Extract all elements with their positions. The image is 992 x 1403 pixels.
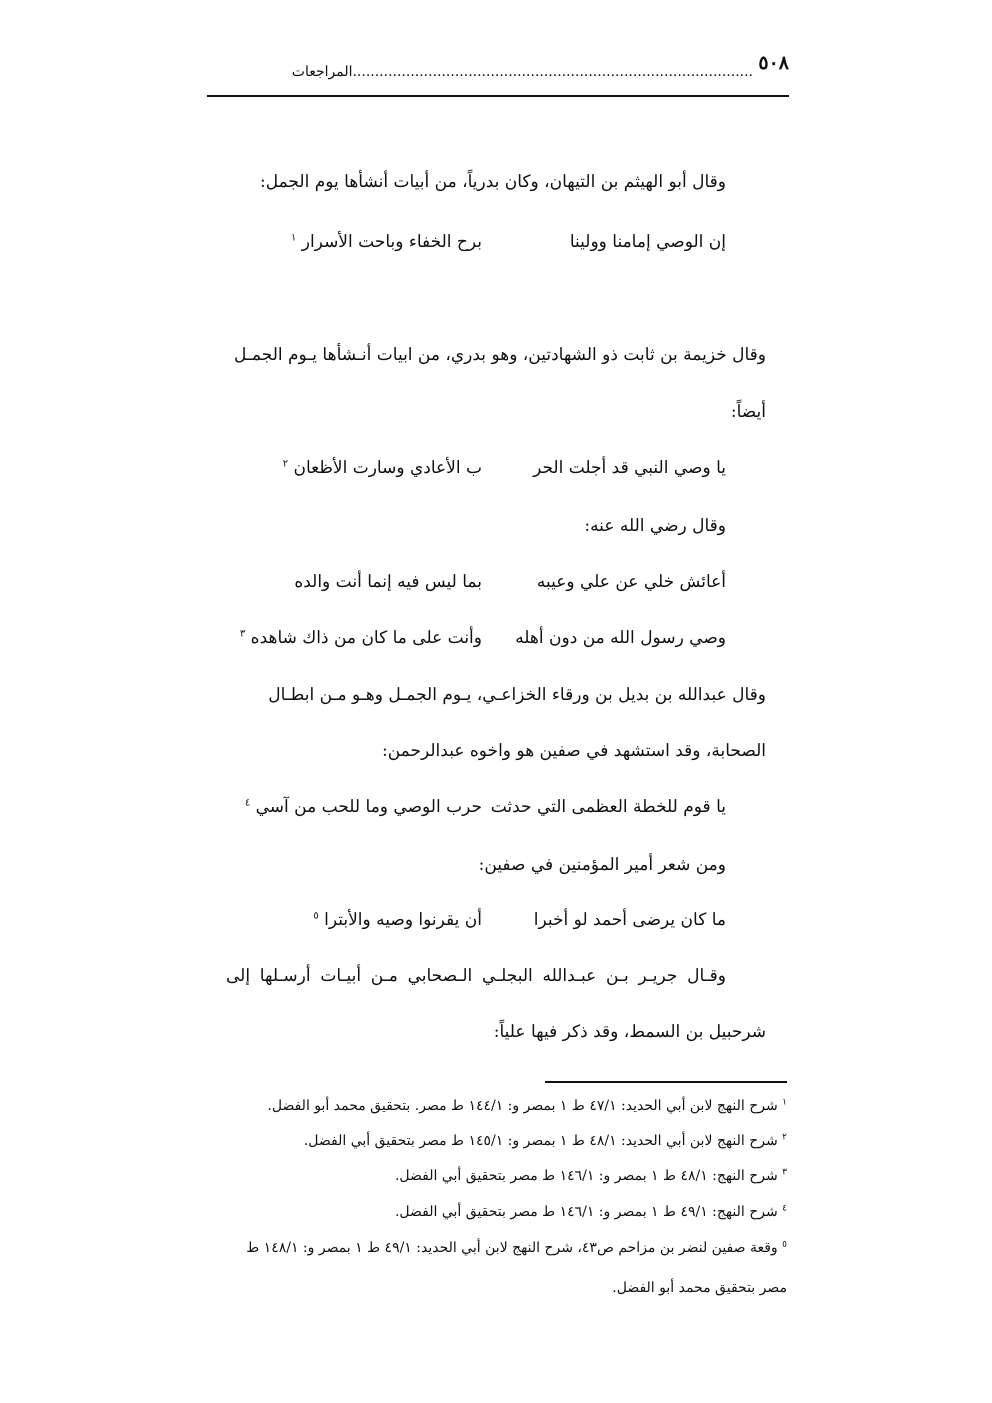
verse-4-second-hemistich: [240, 628, 482, 648]
verse-6-second-text: أن يقرنوا وصيه والأبترا: [324, 910, 482, 930]
paragraph-6-line-1: وقـال جريـر بـن عبـدالله البجلـي الـصحابي مـن أبيـات أرسـلها إلى: [226, 966, 726, 986]
paragraph-2-line-2: أيضاً:: [730, 402, 766, 422]
footnote-5-text: وقعة صفين لنضر بن مزاحم ص٤٣، شرح النهج لابن أبي الحديد: ٤٩/١ ط ١ بمصر و: ١٤٨/١ ط: [246, 1240, 778, 1256]
verse-2-first-hemistich: يا وصي النبي قد أجلت الحر: [533, 458, 726, 478]
footnote-5-number: ٥: [782, 1239, 787, 1250]
paragraph-3: وقال رضي الله عنه:: [584, 516, 726, 536]
footnote-4-text: شرح النهج: ٤٩/١ ط ١ بمصر و: ١٤٦/١ ط مصر بتحقيق أبي الفضل.: [394, 1204, 778, 1220]
verse-6-first-hemistich: ما كان يرضى أحمد لو أخبرا: [533, 910, 726, 930]
verse-3-first-hemistich: أعائش خلي عن علي وعيبه: [536, 572, 726, 592]
verse-5-first-hemistich: يا قوم للخطة العظمى التي حدثت: [490, 797, 726, 817]
footnote-4: [395, 1204, 787, 1220]
page-number: ٥٠٨: [758, 52, 789, 74]
footnote-ref-2: ٢: [282, 458, 289, 470]
verse-5-second-hemistich: [245, 797, 482, 817]
verse-1-second-text: برح الخفاء وباحت الأسرار: [301, 232, 482, 252]
footnote-1-text: شرح النهج لابن أبي الحديد: ٤٧/١ ط ١ بمصر و: ١٤٤/١ ط مصر. بتحقيق محمد أبو الفضل.: [267, 1098, 778, 1114]
footnote-ref-1: ١: [290, 232, 297, 244]
verse-2-second-text: ب الأعادي وسارت الأظعان: [293, 458, 482, 478]
page-header: [207, 52, 789, 98]
footnote-2-text: شرح النهج لابن أبي الحديد: ٤٨/١ ط ١ بمصر و: ١٤٥/١ ط مصر بتحقيق أبي الفضل.: [303, 1133, 778, 1149]
verse-4-second-text: وأنت على ما كان من ذاك شاهده: [250, 628, 482, 648]
paragraph-6-line-2: شرحبيل بن السمط، وقد ذكر فيها علياً:: [493, 1022, 766, 1042]
verse-3-second-hemistich: بما ليس فيه إنما أنت والده: [294, 572, 482, 592]
footnote-2: [304, 1133, 787, 1149]
running-title: ..........................................................................................المراجعات: [291, 64, 753, 80]
footnote-ref-3: ٣: [239, 628, 246, 640]
header-rule: [207, 95, 789, 97]
footnote-5-continuation: مصر بتحقيق محمد أبو الفضل.: [612, 1280, 787, 1296]
paragraph-5: ومن شعر أمير المؤمنين في صفين:: [478, 855, 726, 875]
paragraph-1: وقال أبو الهيثم بن التيهان، وكان بدرياً، من أبيات أنشأها يوم الجمل:: [259, 172, 726, 192]
verse-1-second-hemistich: [291, 232, 482, 252]
verse-5-second-text: حرب الوصي وما للحب من آسي: [255, 797, 482, 817]
footnote-1-number: ١: [782, 1097, 787, 1108]
verse-1-first-hemistich: إن الوصي إمامنا وولينا: [569, 232, 726, 252]
footnote-2-number: ٢: [782, 1132, 787, 1143]
footnote-3: [395, 1168, 787, 1184]
footnote-ref-4: ٤: [244, 797, 251, 809]
verse-4-first-hemistich: وصي رسول الله من دون أهله: [515, 628, 726, 648]
paragraph-4-line-2: الصحابة، وقد استشهد في صفين هو واخوه عبدالرحمن:: [381, 741, 766, 761]
paragraph-4-line-1: وقال عبدالله بن بديل بن ورقاء الخزاعـي، يـوم الجمـل وهـو مـن ابطـال: [268, 685, 766, 705]
paragraph-2-line-1: وقال خزيمة بن ثابت ذو الشهادتين، وهو بدري، من ابيات أنـشأها يـوم الجمـل: [234, 345, 766, 365]
footnote-3-number: ٣: [782, 1167, 787, 1178]
verse-6-second-hemistich: [313, 910, 482, 930]
footnote-4-number: ٤: [782, 1203, 787, 1214]
verse-2-second-hemistich: [283, 458, 482, 478]
footnote-5: [246, 1240, 787, 1256]
footnote-ref-5: ٥: [313, 910, 319, 922]
footnote-separator: [545, 1081, 787, 1083]
footnote-1: [267, 1098, 787, 1114]
footnote-3-text: شرح النهج: ٤٨/١ ط ١ بمصر و: ١٤٦/١ ط مصر بتحقيق أبي الفضل.: [394, 1168, 778, 1184]
